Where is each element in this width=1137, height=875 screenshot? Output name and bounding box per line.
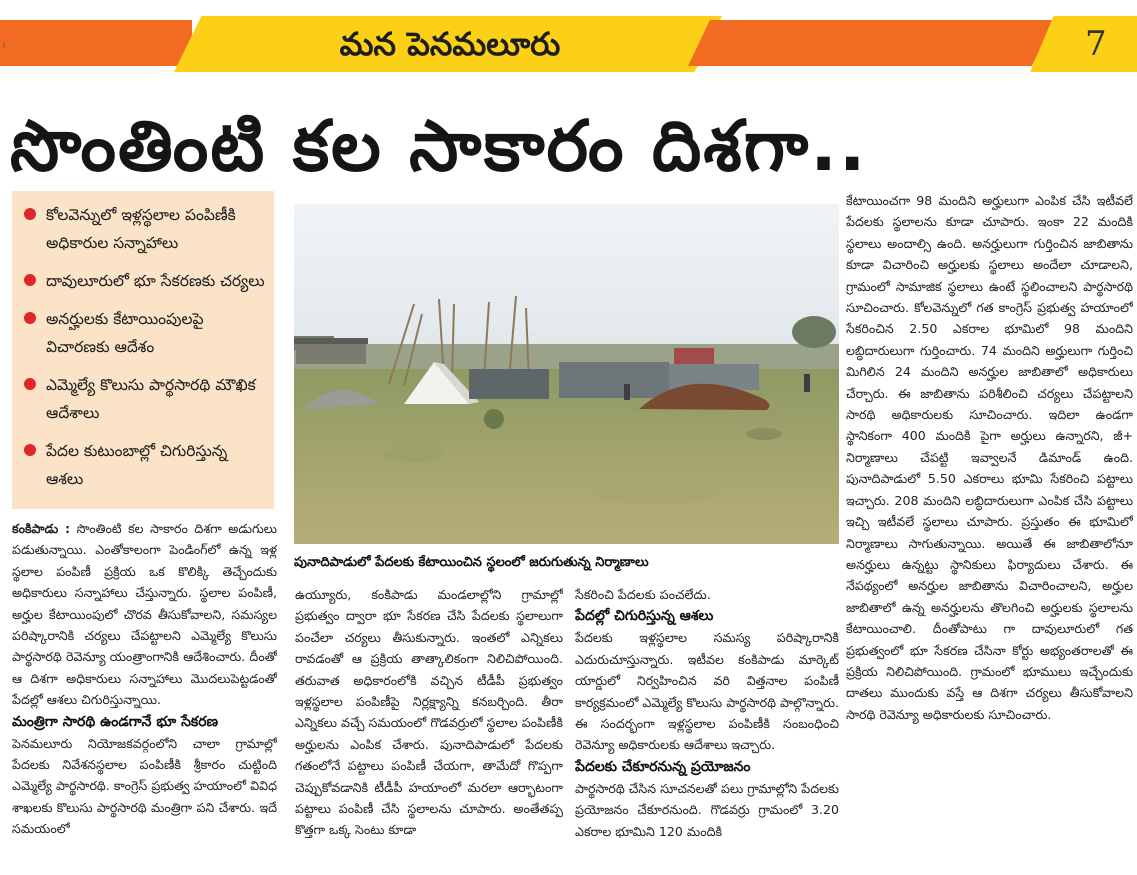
section-title: మన పెనమలూరు	[339, 25, 561, 63]
banner-orange-right	[688, 20, 1054, 66]
article-column-4	[846, 190, 1133, 872]
highlight-text: కోలవెన్నులో ఇళ్లస్థలాల పంపిణీకి అధికారుల సన్నాహాలు	[46, 206, 236, 252]
page-number: 7	[1085, 24, 1107, 64]
article-paragraph: పార్థసారథి చేసిన సూచనలతో పలు గ్రామాల్లోని పేదలకు ప్రయోజనం చేకూరనుంది. గొడవర్రు గ్రామంలో 3.20 ఎకరాల భూమిని 120 మందికి	[575, 780, 839, 839]
highlight-item	[18, 371, 268, 427]
paragraph-text: సొంతింటి కల సాకారం దిశగా అడుగులు పడుతున్నాయి. ఎంతోకాలంగా పెండింగ్‌లో ఉన్న ఇళ్ల స్థలాల పంపిణీ ప్రక్రియ ఒక కొలిక్కి తెచ్చేందుకు అధికారులు సన్నాహాలు చేస్తున్నారు. స్థలాల పంపిణీ, అర్హుల కేటాయింపులో చొరవ తీసుకోవాలని, సమస్యల పరిష్కారానికి చర్యలు చేపట్టాలని ఎమ్మెల్యే కొలుసు పార్థసారథి రెవెన్యూ యంత్రాంగానికి ఆదేశించారు. దీంతో ఆ దిశగా అధికారులు సన్నాహాలు మొదలుపెట్టడంతో పేదల్లో ఆశలు చిగురిస్తున్నాయి.	[12, 521, 277, 708]
headline: సొంతింటి కల సాకారం దిశగా..	[10, 105, 868, 187]
highlight-text: అనర్హులకు కేటాయింపులపై విచారణకు ఆదేశం	[46, 310, 204, 356]
highlight-text: పేదల కుటుంబాల్లో చిగురిస్తున్న ఆశలు	[46, 442, 228, 488]
section-banner	[0, 16, 1137, 72]
bullet-icon	[24, 444, 36, 456]
highlight-item	[18, 437, 268, 493]
highlights-box	[12, 191, 274, 509]
subheading: పేదల్లో చిగురిస్తున్న ఆశలు	[575, 608, 714, 625]
highlight-item	[18, 305, 268, 361]
bullet-icon	[24, 378, 36, 390]
article-paragraph: ఉయ్యూరు, కంకిపాడు మండలాల్లోని గ్రామాల్లో ప్రభుత్వం ద్వారా భూ సేకరణ చేసి పేదలకు స్థలాలుగా పంచేలా చర్యలు తీసుకున్నారు. ఇంతలో ఎన్నికలు రావడంతో ఆ ప్రక్రియ తాత్కాలికంగా నిలిచిపోయింది. తరువాత అధికారంలోకి వచ్చిన టీడీపీ ప్రభుత్వం ఇళ్లస్థలాల పంపిణీపై నిర్లక్ష్యాన్ని కనబర్చింది. తీరా ఎన్నికలు వచ్చే సమయంలో గొడవర్రులో స్థలాల పంపిణీకి అర్హులను ఎంపిక చేశారు. పునాదిపాడులో పేదలకు గతంలోనే పట్టాలు పంపిణీ చేయగా, తామేదో గొప్పగా చెప్పుకోవడానికి టీడీపీ హయాంలో మరలా ఆర్భాటంగా పట్టాలు పంపిణీ చేసి స్థలాలను చూపారు. అంతేతప్ప కొత్తగా ఒక్క సెంటు కూడా	[295, 587, 563, 838]
highlight-item	[18, 201, 268, 257]
photo-caption: పునాదిపాడులో పేదలకు కేటాయించిన స్థలంలో జరుగుతున్న నిర్మాణాలు	[294, 555, 649, 570]
bullet-icon	[24, 208, 36, 220]
article-paragraph: పెనమలూరు నియోజకవర్గంలోని చాలా గ్రామాల్లో పేదలకు నివేశనస్థలాల పంపిణీకి శ్రీకారం చుట్టింది ఎమ్మెల్యే పార్థసారథి. కాంగ్రెస్ ప్రభుత్వ హయాంలో వివిధ శాఖలకు కొలుసు పార్థసారథి మంత్రిగా పని చేశారు. ఇదే సమయంలో	[12, 735, 277, 837]
subheading: పేదలకు చేకూరనున్న ప్రయోజనం	[575, 758, 751, 775]
bullet-icon	[24, 312, 36, 324]
article-column-1	[12, 518, 277, 872]
article-paragraph: కేటాయించగా 98 మందిని అర్హులుగా ఎంపిక చేసి ఇటీవలే పేదలకు స్థలాలను కూడా చూపారు. ఇంకా 22 మందికి స్థలాలు అందాల్సి ఉంది. అనర్హులుగా గుర్తించిన జాబితాను కూడా విచారించి అర్హులకు స్థలాలు అందేలా చూడాలని, గ్రామంలో సామాజిక స్థలాలు ఉంటే స్థలించాలని పార్థసారథి సూచించారు. కోలవెన్నులో గత కాంగ్రెస్ ప్రభుత్వ హయాంలో సేకరించిన 2.50 ఎకరాల భూమిలో 98 మందిని లబ్ధిదారులుగా గుర్తించారు. 74 మందిని అర్హులుగా గుర్తించి మిగిలిన 24 మందిని అనర్హుల జాబితాలో అధికారులు చేర్చారు. ఈ జాబితాను పరిశీలించి చర్యలు చేపట్టాలని సారథి అధికారులకు సూచించారు. ఇదిలా ఉండగా స్థానికంగా 400 మందికి పైగా అర్హులు ఉన్నారని, జీ+ నిర్మాణాలు చేపట్టి ఇవ్వాలనే డిమాండ్ ఉంది. పునాదిపాడులో 5.50 ఎకరాలు భూమి సేకరించి పట్టాలు ఇచ్చారు. 208 మందిని లబ్ధిదారులుగా ఎంపిక చేసి పట్టాలు ఇచ్చి ఇటీవలే స్థలాలు చూపారు. ప్రస్తుతం ఈ భూమిలో నిర్మాణాలు సాగుతున్నాయి. అయితే ఈ జాబితాలోనూ అనర్హులు ఉన్నట్టు స్థానికులు ఫిర్యాదులు చేశారు. ఈ నేపథ్యంలో అనర్హుల జాబితాను విచారించాలని, అర్హుల జాబితాలో ఉన్న అనర్హులను తొలగించి అర్హులకు స్థలాలను కేటాయించాలి. దీంతోపాటు గా దావులూరులో గత ప్రభుత్వంలో భూ సేకరణ చేసినా కోర్టు అభ్యంతరాలతో ఈ ప్రక్రియ నిలిచిపోయింది. గ్రామంలో భూములు ఇచ్చేందుకు దాతలు ముందుకు వస్తే ఆ దిశగా చర్యలు తీసుకోవాలని సారథి రెవెన్యూ అధికారులకు సూచించారు.	[846, 193, 1133, 722]
highlight-text: ఎమ్మెల్యే కొలుసు పార్థసారథి మౌఖిక ఆదేశాలు	[46, 376, 256, 422]
article-paragraph: సేకరించి పేదలకు పంచలేదు.	[575, 587, 711, 602]
article-column-3	[575, 584, 839, 872]
article-paragraph: పేదలకు ఇళ్లస్థలాల సమస్య పరిష్కారానికి ఎదురుచూస్తున్నారు. ఇటీవల కంకిపాడు మార్కెట్ యార్డులో నిర్వహించిన వరి విత్తనాల పంపిణీ కార్యక్రమంలో ఎమ్మెల్యే కొలుసు పార్థసారథి పాల్గొన్నారు. ఈ సందర్భంగా ఇళ్లస్థలాల పంపిణీకి సంబంధించి రెవెన్యూ అధికారులకు ఆదేశాలు ఇచ్చారు.	[575, 630, 839, 753]
highlight-item	[18, 267, 268, 295]
construction-site-illustration	[294, 204, 839, 544]
article-paragraph	[12, 518, 277, 711]
highlight-text: దావులూరులో భూ సేకరణకు చర్యలు	[46, 272, 265, 290]
subheading: మంత్రిగా సారథి ఉండగానే భూ సేకరణ	[12, 713, 219, 730]
banner-orange-left	[0, 20, 192, 66]
corner-mark: ।	[2, 41, 6, 51]
dateline: కంకిపాడు :	[12, 521, 71, 536]
bullet-icon	[24, 274, 36, 286]
news-photo	[294, 204, 839, 544]
article-column-2	[295, 584, 563, 872]
